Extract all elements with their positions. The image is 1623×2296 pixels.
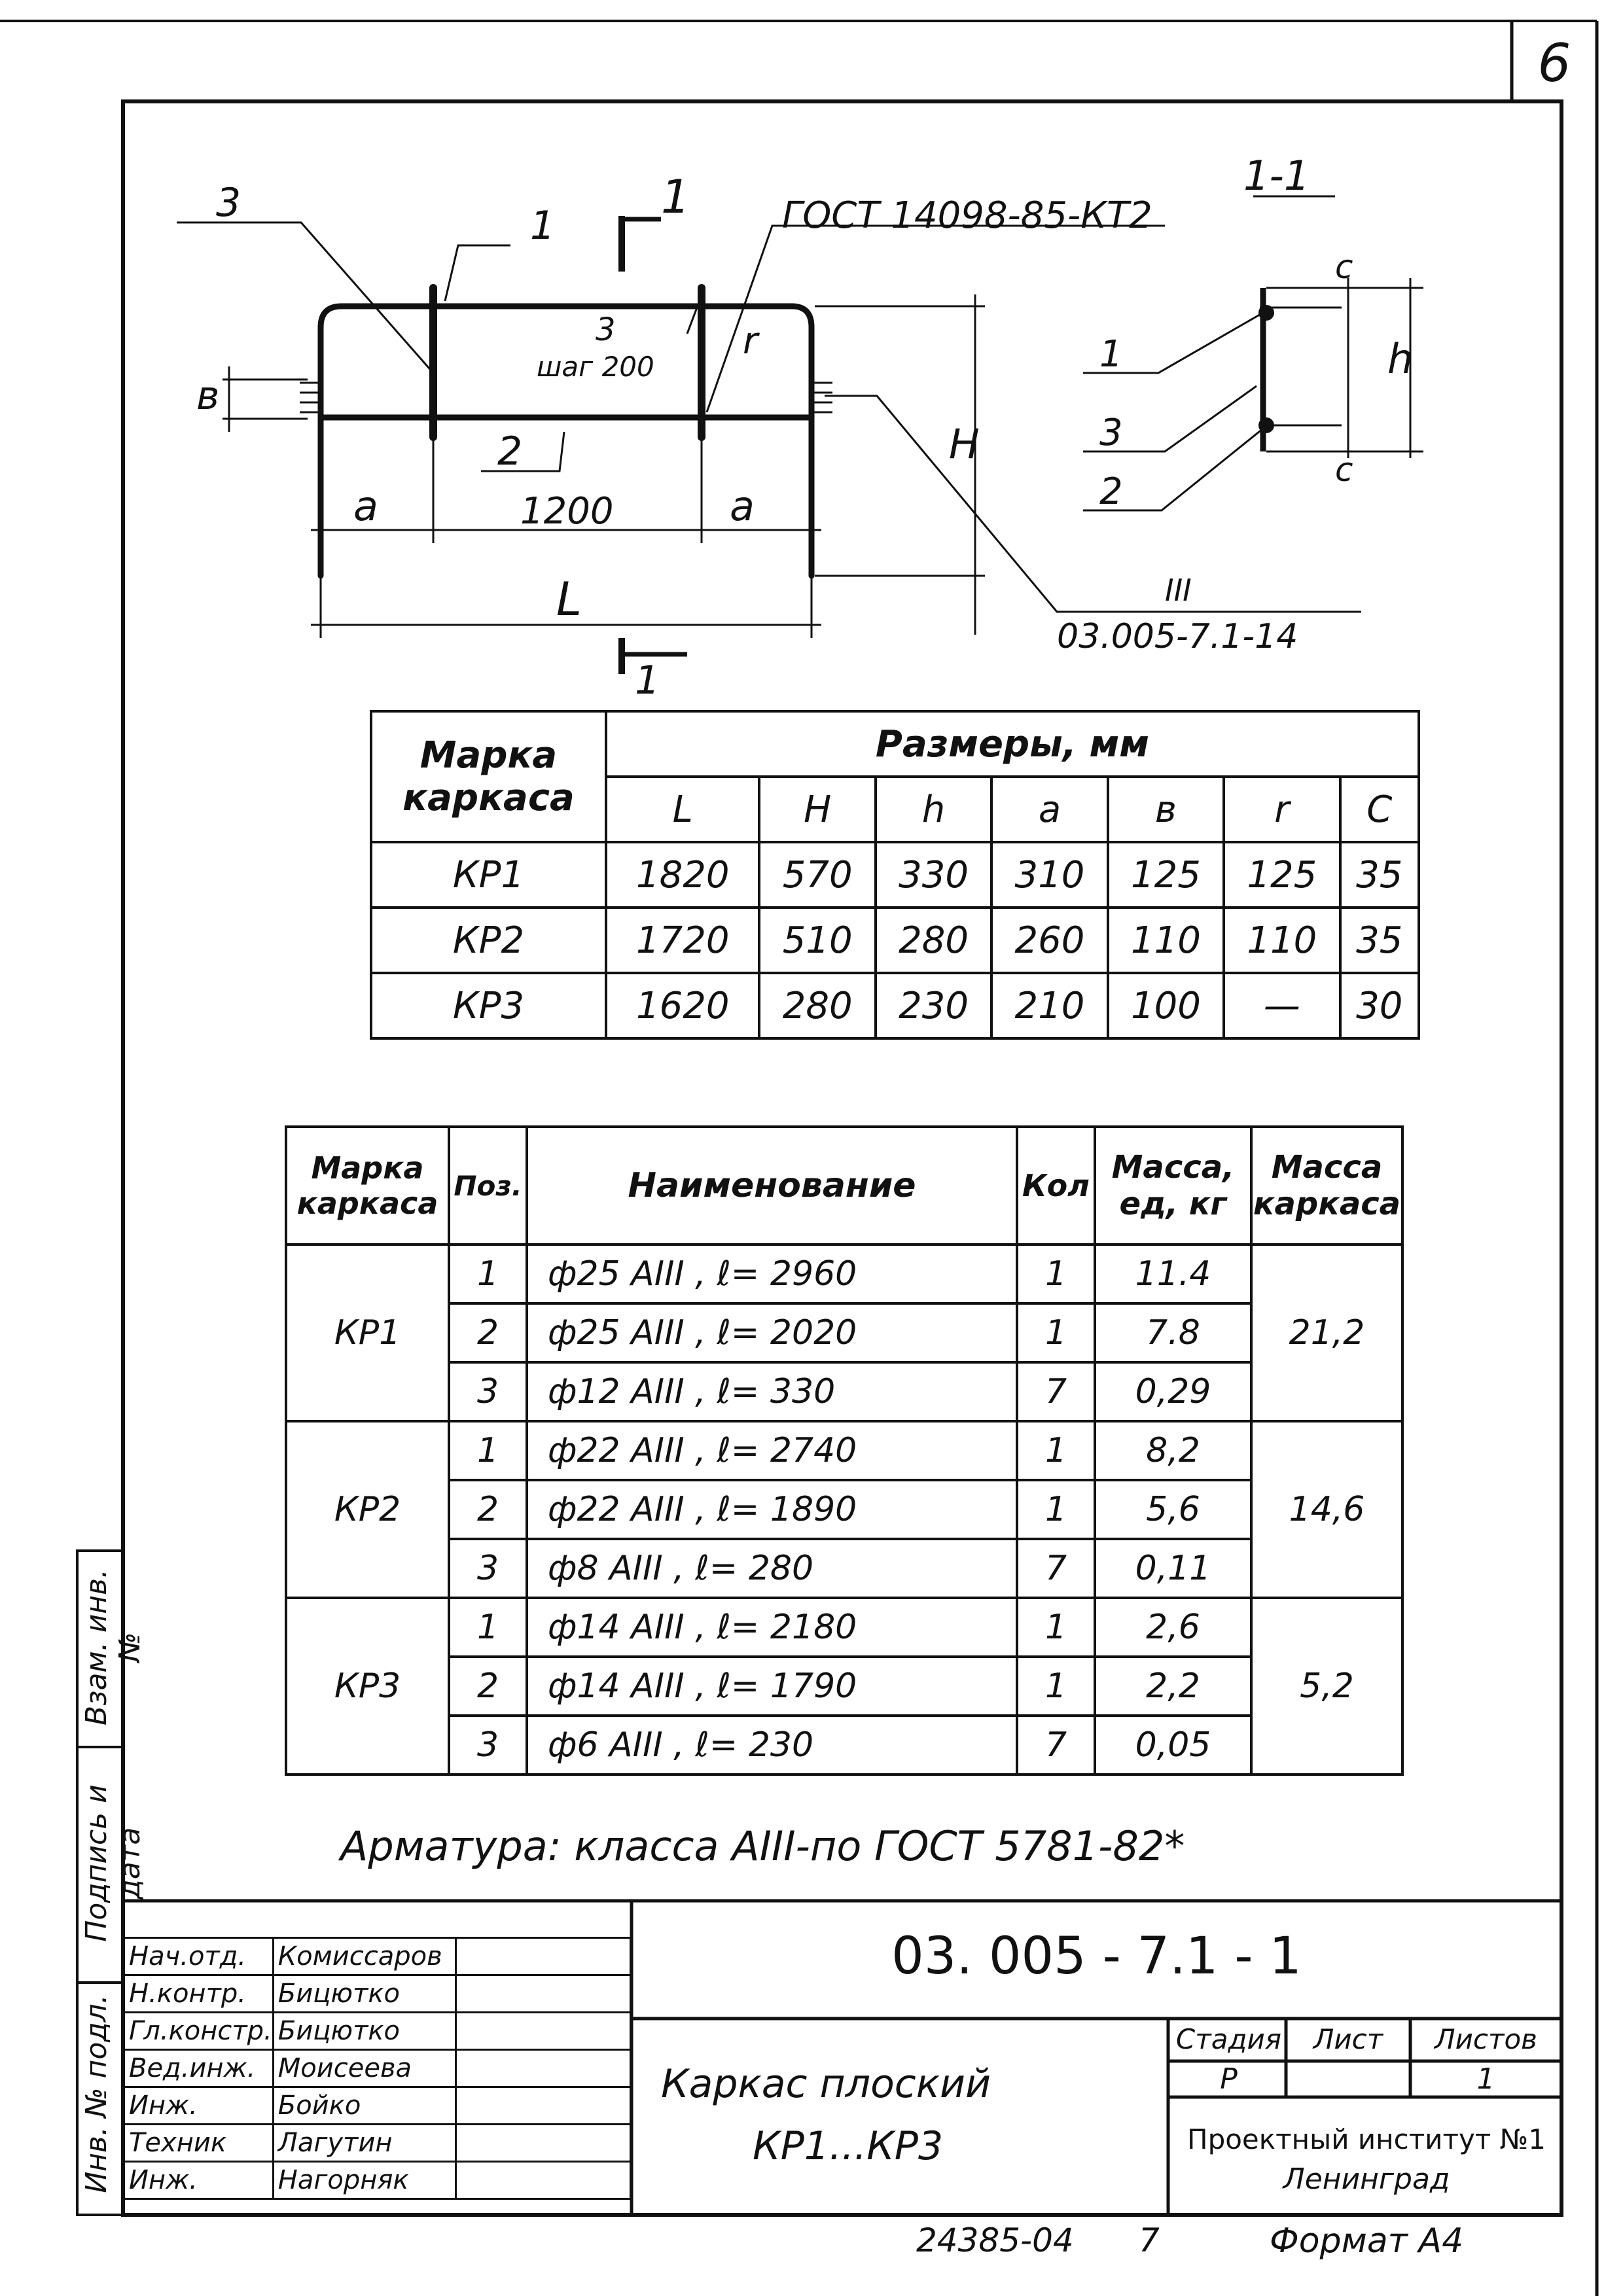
- dims-cell: 260: [991, 908, 1107, 973]
- stamp-role: Вед.инж.: [124, 2050, 274, 2087]
- spec-total: 21,2: [1251, 1245, 1402, 1421]
- dims-col: r: [1224, 777, 1340, 842]
- spec-pos: 3: [449, 1716, 527, 1775]
- dims-cell: 510: [759, 908, 875, 973]
- stamp-signature: [455, 2125, 630, 2162]
- spec-pos: 2: [449, 1303, 527, 1362]
- stamp-name: Лагутин: [273, 2125, 455, 2162]
- stamp-signature: [455, 1975, 630, 2013]
- dims-cell: 1620: [606, 973, 759, 1038]
- table-row: [124, 2162, 631, 2199]
- sheet-number: 6: [1537, 33, 1571, 94]
- node-ref-num: III: [1165, 573, 1192, 608]
- stamp-table: [123, 1937, 632, 2200]
- spec-qty: 1: [1017, 1480, 1095, 1539]
- spec-total: 14,6: [1251, 1421, 1402, 1598]
- side-label-inv: Инв. № подл.: [80, 1994, 113, 2193]
- stamp-signature: [455, 1938, 630, 1975]
- dims-cell: 35: [1340, 908, 1419, 973]
- dims-col: C: [1340, 777, 1419, 842]
- spec-name: ф25 AIII , ℓ= 2960: [527, 1245, 1017, 1303]
- dims-mark: КР1: [371, 842, 606, 908]
- spec-header-pos: Поз.: [449, 1127, 527, 1245]
- spec-qty: 1: [1017, 1657, 1095, 1716]
- spec-mass: 11.4: [1095, 1245, 1251, 1303]
- spec-mark: КР3: [286, 1598, 449, 1775]
- spec-mass: 7.8: [1095, 1303, 1251, 1362]
- stamp-role: Нач.отд.: [124, 1938, 274, 1975]
- cut-mark-top: 1: [661, 170, 690, 224]
- pitch-num: 3: [596, 311, 616, 348]
- spec-pos: 2: [449, 1480, 527, 1539]
- org-name: Проектный институт №1: [1186, 2123, 1546, 2155]
- stamp-signature: [455, 2050, 630, 2087]
- gost-label: ГОСТ 14098-85-КТ2: [782, 194, 1152, 237]
- spec-pos: 1: [449, 1598, 527, 1657]
- side-label-sign: Подпись и дата: [80, 1784, 147, 1942]
- spec-mark: КР2: [286, 1421, 449, 1598]
- label-pos3: 3: [216, 180, 241, 226]
- spec-header-mark: Марка каркаса: [286, 1127, 449, 1245]
- spec-pos: 3: [449, 1362, 527, 1421]
- stamp-name: Моисеева: [273, 2050, 455, 2087]
- dims-cell: 310: [991, 842, 1107, 908]
- stamp-name: Бицютко: [273, 1975, 455, 2013]
- stamp-name: Бицютко: [273, 2013, 455, 2050]
- spec-name: ф6 AIII , ℓ= 230: [527, 1716, 1017, 1775]
- doc-code: 03. 005 - 7.1 - 1: [891, 1927, 1302, 1986]
- spec-mass: 2,6: [1095, 1598, 1251, 1657]
- label-pos2: 2: [497, 429, 523, 474]
- spec-mass: 5,6: [1095, 1480, 1251, 1539]
- dims-cell: 280: [876, 908, 991, 973]
- dims-cell: 230: [876, 973, 991, 1038]
- spec-name: ф12 AIII , ℓ= 330: [527, 1362, 1017, 1421]
- dims-col: a: [991, 777, 1107, 842]
- dim-b: в: [196, 373, 220, 419]
- spec-mass: 2,2: [1095, 1657, 1251, 1716]
- stamp-role: Н.контр.: [124, 1975, 274, 2013]
- spec-qty: 7: [1017, 1539, 1095, 1598]
- stamp-role: Инж.: [124, 2087, 274, 2125]
- dims-cell: 330: [876, 842, 991, 908]
- dims-cell: 125: [1224, 842, 1340, 908]
- dim-r: r: [743, 320, 758, 362]
- dims-header-mark: Марка каркаса: [371, 711, 606, 842]
- dims-col: h: [876, 777, 991, 842]
- dims-cell: 35: [1340, 842, 1419, 908]
- dims-cell: 210: [991, 973, 1107, 1038]
- spec-header-total: Масса каркаса: [1251, 1127, 1402, 1245]
- drawing-title: Каркас плоский: [661, 2061, 991, 2107]
- reinforcement-note: Арматура: класса AIII-по ГОСТ 5781-82*: [340, 1822, 1185, 1870]
- spec-name: ф8 AIII , ℓ= 280: [527, 1539, 1017, 1598]
- table-row: [124, 1938, 631, 1975]
- table-row: [124, 1975, 631, 2013]
- dim-a-right: a: [730, 482, 755, 530]
- spec-mass: 8,2: [1095, 1421, 1251, 1480]
- stamp-name: Комиссаров: [273, 1938, 455, 1975]
- stamp-name: Нагорняк: [273, 2162, 455, 2199]
- spec-header-mass: Масса, ед, кг: [1095, 1127, 1251, 1245]
- spec-qty: 1: [1017, 1598, 1095, 1657]
- dims-cell: 125: [1108, 842, 1224, 908]
- dims-col: H: [759, 777, 875, 842]
- drawing-subtitle: КР1...КР3: [753, 2123, 944, 2169]
- stamp-role: Техник: [124, 2125, 274, 2162]
- node-ref: 03.005-7.1-14: [1057, 617, 1298, 656]
- stage-value: Р: [1220, 2062, 1238, 2096]
- cut-mark-bottom: 1: [635, 658, 660, 703]
- dims-cell: 100: [1108, 973, 1224, 1038]
- dims-cell: 570: [759, 842, 875, 908]
- spec-qty: 7: [1017, 1362, 1095, 1421]
- dims-cell: 110: [1224, 908, 1340, 973]
- spec-pos: 2: [449, 1657, 527, 1716]
- table-row: [124, 2050, 631, 2087]
- paper-format: Формат А4: [1270, 2221, 1464, 2261]
- dim-L: L: [556, 573, 582, 626]
- sec-label-pos3: 3: [1099, 412, 1123, 454]
- table-row: [124, 2087, 631, 2125]
- table-row: [124, 2125, 631, 2162]
- dim-1200: 1200: [520, 490, 614, 533]
- spec-mass: 0,11: [1095, 1539, 1251, 1598]
- spec-name: ф22 AIII , ℓ= 1890: [527, 1480, 1017, 1539]
- spec-mass: 0,29: [1095, 1362, 1251, 1421]
- dims-mark: КР2: [371, 908, 606, 973]
- spec-qty: 1: [1017, 1303, 1095, 1362]
- dims-cell: 30: [1340, 973, 1419, 1038]
- stamp-signature: [455, 2162, 630, 2199]
- spec-header-name: Наименование: [527, 1127, 1017, 1245]
- spec-pos: 3: [449, 1539, 527, 1598]
- dims-cell: 1820: [606, 842, 759, 908]
- dim-c-top: c: [1335, 248, 1353, 286]
- sheets-value: 1: [1476, 2062, 1495, 2096]
- dim-a-left: a: [353, 482, 378, 530]
- stamp-name: Бойко: [273, 2087, 455, 2125]
- stamp-role: Инж.: [124, 2162, 274, 2199]
- dims-col: L: [606, 777, 759, 842]
- table-row: [124, 2013, 631, 2050]
- dims-mark: КР3: [371, 973, 606, 1038]
- dim-H: H: [949, 420, 980, 468]
- dims-header-group: Размеры, мм: [606, 711, 1419, 777]
- copy-number: 7: [1139, 2221, 1160, 2259]
- spec-name: ф22 AIII , ℓ= 2740: [527, 1421, 1017, 1480]
- spec-name: ф14 AIII , ℓ= 1790: [527, 1657, 1017, 1716]
- spec-pos: 1: [449, 1245, 527, 1303]
- side-label-replace: Взам. инв. №: [80, 1569, 147, 1725]
- spec-mass: 0,05: [1095, 1716, 1251, 1775]
- sheets-label: Листов: [1435, 2023, 1537, 2055]
- spec-name: ф14 AIII , ℓ= 2180: [527, 1598, 1017, 1657]
- stamp-signature: [455, 2087, 630, 2125]
- spec-name: ф25 AIII , ℓ= 2020: [527, 1303, 1017, 1362]
- dims-cell: 280: [759, 973, 875, 1038]
- spec-header-qty: Кол: [1017, 1127, 1095, 1245]
- section-label: 1-1: [1243, 152, 1310, 200]
- dim-h: h: [1387, 335, 1414, 383]
- dim-c-bottom: c: [1335, 451, 1353, 489]
- spec-qty: 1: [1017, 1421, 1095, 1480]
- org-city: Ленинград: [1283, 2163, 1450, 2196]
- stage-label: Стадия: [1175, 2023, 1282, 2055]
- stamp-signature: [455, 2013, 630, 2050]
- spec-pos: 1: [449, 1421, 527, 1480]
- copy-code: 24385-04: [916, 2221, 1074, 2259]
- sheet-label: Лист: [1313, 2023, 1383, 2055]
- spec-total: 5,2: [1251, 1598, 1402, 1775]
- dims-cell: 110: [1108, 908, 1224, 973]
- spec-mark: КР1: [286, 1245, 449, 1421]
- label-pos1: 1: [530, 203, 556, 249]
- stamp-role: Гл.констр.: [124, 2013, 274, 2050]
- dims-col: в: [1108, 777, 1224, 842]
- sec-label-pos1: 1: [1099, 333, 1123, 376]
- pitch-text: шаг 200: [537, 351, 654, 383]
- sec-label-pos2: 2: [1099, 470, 1123, 513]
- dims-cell: 1720: [606, 908, 759, 973]
- spec-qty: 7: [1017, 1716, 1095, 1775]
- dims-cell: —: [1224, 973, 1340, 1038]
- spec-qty: 1: [1017, 1245, 1095, 1303]
